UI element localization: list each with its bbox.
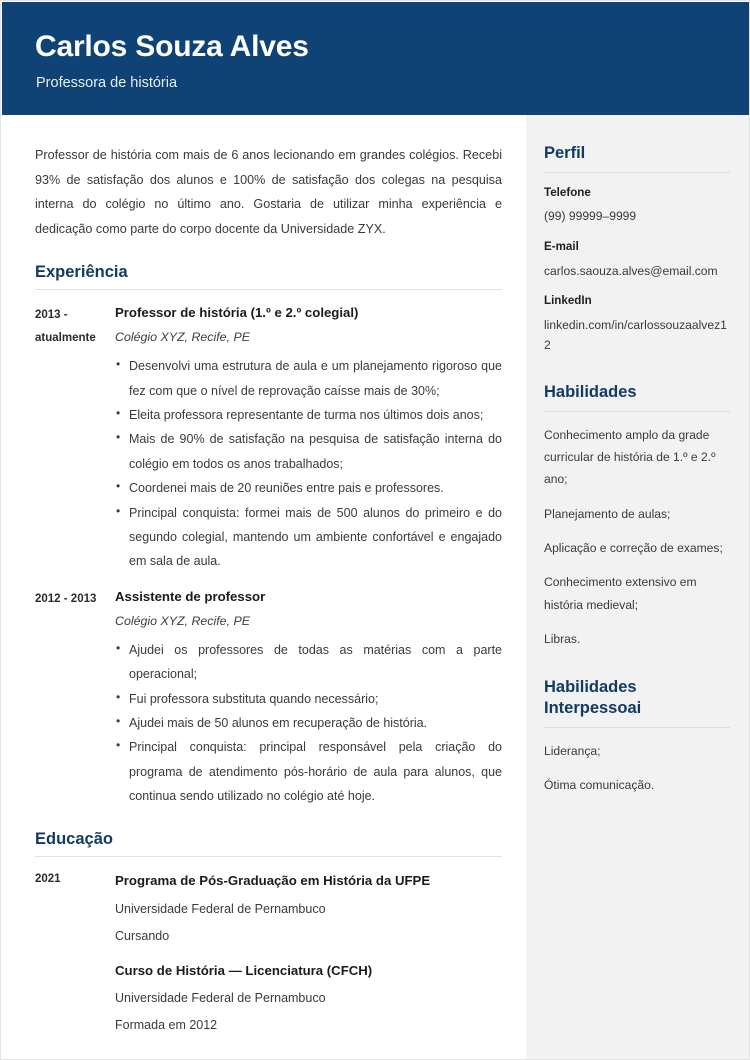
education-content: [115, 871, 502, 1034]
contact-value-email: carlos.saouza.alves@email.com: [544, 263, 718, 278]
education-degree: Programa de Pós-Graduação em História da UFPE: [115, 873, 431, 889]
candidate-name: Carlos Souza Alves: [35, 30, 309, 63]
experience-content: [115, 303, 502, 574]
contact-label: LinkedIn: [544, 294, 592, 308]
sidebar-block-soft-skills: [544, 677, 730, 797]
education-entry: [35, 871, 502, 1034]
contact-label: Telefone: [544, 186, 591, 200]
experience-role: Professor de história (1.º e 2.º colegial): [115, 305, 359, 321]
education-school: Universidade Federal de Pernambuco: [115, 990, 326, 1005]
contact-item-linkedin: [544, 293, 730, 355]
skill-item: Planejamento de aulas;: [544, 506, 671, 521]
skill-list: [544, 424, 730, 651]
skill-item: Libras.: [544, 632, 581, 647]
contact-value-linkedin: linkedin.com/in/carlossouzaalvez12: [544, 317, 727, 352]
soft-skill-item: Ótima comunicação.: [544, 778, 655, 793]
education-status: Formada em 2012: [115, 1018, 218, 1033]
sidebar-title-skills: Habilidades: [544, 382, 730, 412]
experience-bullet: • Ajudei os professores de todas as matérias com a parte operacional;: [115, 638, 502, 687]
experience-entry: [35, 303, 502, 574]
soft-skill-list: [544, 740, 730, 797]
sidebar-block-skills: [544, 382, 730, 651]
experience-content: [115, 587, 502, 809]
skill-item: Conhecimento extensivo em história medieval;: [544, 575, 697, 612]
soft-skill-item: Liderança;: [544, 743, 601, 758]
experience-organization: Colégio XYZ, Recife, PE: [115, 330, 250, 345]
education-status: Cursando: [115, 928, 170, 943]
experience-bullet: • Eleita professora representante de turma nos últimos dois anos;: [115, 403, 502, 427]
section-title-education: Educação: [35, 830, 502, 857]
sidebar-title-soft-skills: Habilidades Interpessoai: [544, 677, 730, 728]
sidebar-column: [526, 115, 750, 1060]
experience-role: Assistente de professor: [115, 588, 266, 604]
education-item: [115, 961, 502, 1034]
contact-label: E-mail: [544, 240, 579, 254]
resume-header: [2, 2, 750, 115]
resume-body: [2, 115, 750, 1060]
section-title-experience: Experiência: [35, 263, 502, 290]
education-dates: 2021: [35, 873, 61, 886]
education-school: Universidade Federal de Pernambuco: [115, 901, 326, 916]
contact-item-telefone: [544, 185, 730, 227]
experience-dates: 2012 - 2013: [35, 592, 97, 605]
experience-bullet: • Principal conquista: principal responsável pela criação do programa de atendimento pós-horário de aula para alunos, que continua sendo utilizado no colégio até hoje.: [115, 735, 502, 808]
sidebar-block-profile: [544, 143, 730, 356]
sidebar-title-profile: Perfil: [544, 143, 730, 173]
experience-bullet: • Coordenei mais de 20 reuniões entre pais e professores.: [115, 476, 502, 500]
experience-entry: [35, 587, 502, 809]
experience-bullet: • Fui professora substituta quando necessário;: [115, 687, 502, 711]
contact-value-phone: (99) 99999–9999: [544, 209, 637, 224]
experience-bullet: • Mais de 90% de satisfação na pesquisa de satisfação interna do colégio em todos os anos trabalhados;: [115, 427, 502, 476]
skill-item: Aplicação e correção de exames;: [544, 541, 723, 556]
candidate-job-title: Professora de história: [36, 75, 178, 91]
experience-bullet: • Ajudei mais de 50 alunos em recuperação de história.: [115, 711, 502, 735]
contact-item-email: [544, 239, 730, 281]
experience-bullet: • Principal conquista: formei mais de 500 alunos do primeiro e do segundo colegial, mantendo um ambiente confortável e engajado em sala de aula.: [115, 501, 502, 574]
experience-dates: 2013 - atualmente: [35, 309, 96, 344]
skill-item: Conhecimento amplo da grade curricular de história de 1.º e 2.º ano;: [544, 427, 716, 487]
professional-summary: Professor de história com mais de 6 anos lecionando em grandes colégios. Recebi 93% de satisfação dos alunos e 100% de satisfação dos colegas na pesquisa interna do colégio no último ano. Gostaria de utilizar minha experiência e dedicação como parte do corpo docente da Universidade ZYX.: [35, 148, 502, 236]
experience-bullets: [115, 354, 502, 573]
education-item: [115, 871, 502, 944]
education-degree: Curso de História — Licenciatura (CFCH): [115, 962, 373, 978]
experience-bullet: • Desenvolvi uma estrutura de aula e um planejamento rigoroso que fez com que o nível de reprovação caísse mais de 30%;: [115, 354, 502, 403]
main-column: [2, 115, 526, 1060]
experience-organization: Colégio XYZ, Recife, PE: [115, 613, 250, 628]
experience-bullets: [115, 638, 502, 809]
